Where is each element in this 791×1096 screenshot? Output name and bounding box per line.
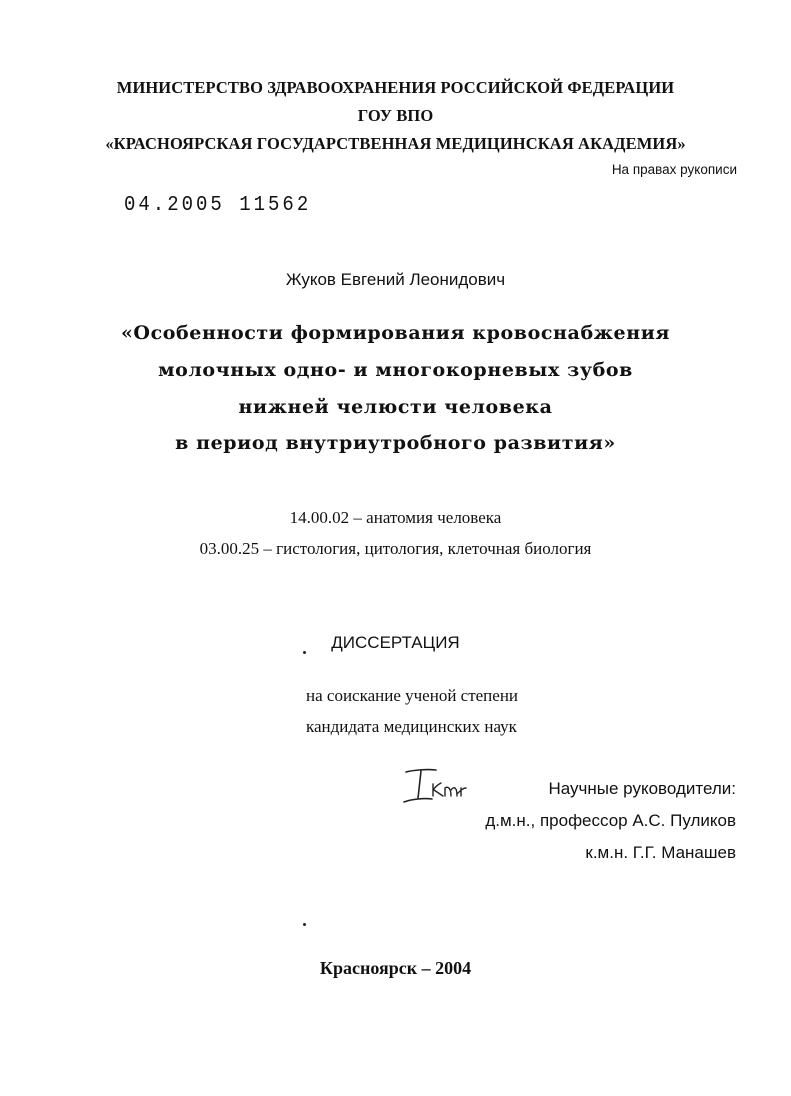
dissertation-title-line-1: «Особенности формирования кровоснабжения [120, 322, 671, 344]
specialty-code-2: 03.00.25 – гистология, цитология, клеточная биология [199, 539, 592, 558]
degree-line-2: кандидата медицинских наук [306, 717, 517, 736]
specialty-code-1: 14.00.02 – анатомия человека [289, 508, 502, 527]
dissertation-title-line-2: молочных одно- и многокорневых зубов [158, 359, 633, 381]
city-and-year: Красноярск – 2004 [319, 958, 472, 978]
manuscript-rights-note: На правах рукописи [611, 162, 737, 177]
dissertation-title-line-4: в период внутриутробного развития» [175, 432, 616, 454]
supervisors-heading: Научные руководители: [548, 779, 736, 798]
handwritten-signature-icon [394, 764, 484, 814]
document-type: ДИССЕРТАЦИЯ [331, 633, 460, 652]
dissertation-title-line-3: нижней челюсти человека [238, 396, 553, 418]
registration-stamp: 04.2005 11562 [124, 192, 312, 217]
institution-type: ГОУ ВПО [357, 106, 434, 125]
stray-dot [303, 923, 306, 926]
academy-name: «КРАСНОЯРСКАЯ ГОСУДАРСТВЕННАЯ МЕДИЦИНСКАЯ АКАДЕМИЯ» [105, 134, 686, 153]
supervisor-1: д.м.н., профессор А.С. Пуликов [485, 811, 736, 830]
degree-line-1: на соискание ученой степени [306, 686, 519, 705]
ministry-name: МИНИСТЕРСТВО ЗДРАВООХРАНЕНИЯ РОССИЙСКОЙ ФЕДЕРАЦИИ [116, 78, 675, 97]
author-name: Жуков Евгений Леонидович [285, 270, 506, 289]
supervisor-2: к.м.н. Г.Г. Манашев [585, 843, 736, 862]
